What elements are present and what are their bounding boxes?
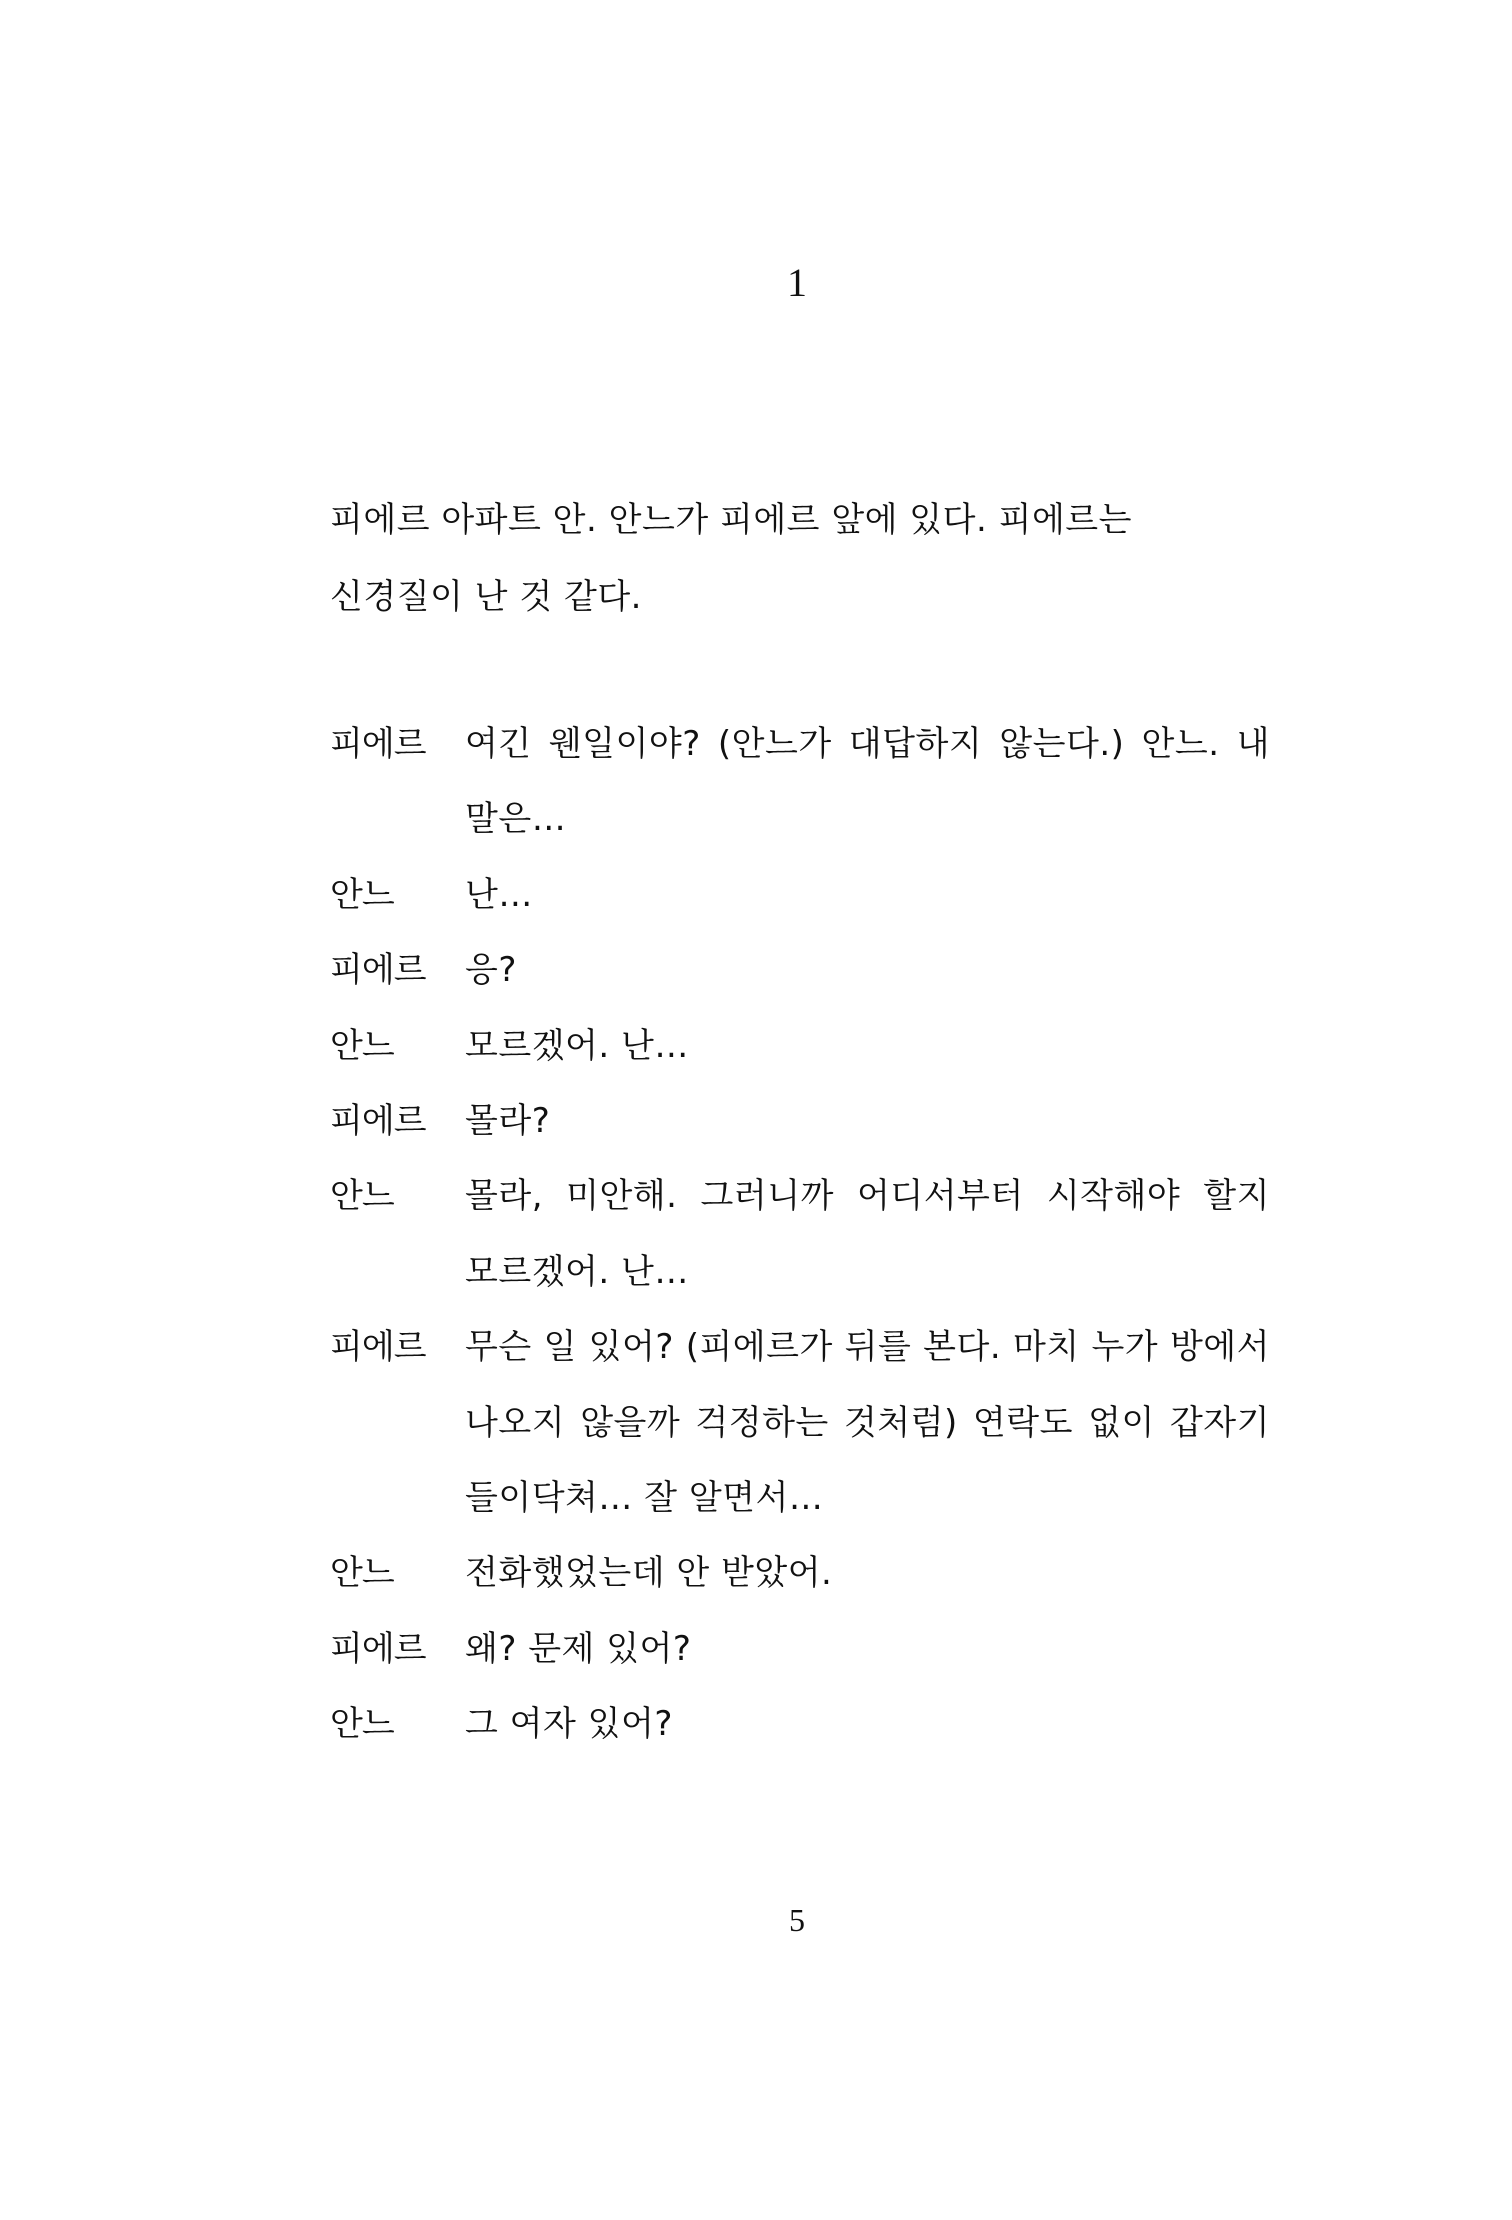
dialogue-line bbox=[330, 707, 1270, 858]
dialogue-line bbox=[330, 858, 1270, 933]
dialogue-line bbox=[330, 1536, 1270, 1611]
speech-text: 몰라, 미안해. 그러니까 어디서부터 시작해야 할지 모르겠어. 난… bbox=[465, 1176, 1270, 1292]
speech-text: 난… bbox=[465, 874, 533, 915]
speaker-name: 피에르 bbox=[330, 1327, 426, 1368]
speech-text: 무슨 일 있어? (피에르가 뒤를 본다. 마치 누가 방에서 나오지 않을까 걱정하는 것처럼) 연락도 없이 갑자기 들이닥쳐… 잘 알면서… bbox=[465, 1327, 1270, 1519]
speech-text: 몰라? bbox=[465, 1101, 551, 1142]
dialogue-block bbox=[330, 707, 1270, 1763]
speaker-name: 안느 bbox=[330, 874, 394, 915]
scene-number: 1 bbox=[787, 260, 807, 305]
speaker-name: 안느 bbox=[330, 1704, 394, 1745]
speaker-name: 안느 bbox=[330, 1553, 394, 1594]
dialogue-line bbox=[330, 1310, 1270, 1536]
speaker-name: 안느 bbox=[330, 1176, 394, 1217]
dialogue-line bbox=[330, 1612, 1270, 1687]
speaker-name: 피에르 bbox=[330, 950, 426, 991]
stage-direction: 피에르 아파트 안. 안느가 피에르 앞에 있다. 피에르는 신경질이 난 것 같다. bbox=[330, 500, 1132, 617]
speech-text: 왜? 문제 있어? bbox=[465, 1628, 692, 1669]
speech-text: 전화했었는데 안 받았어. bbox=[465, 1553, 833, 1594]
speaker-name: 피에르 bbox=[330, 1628, 426, 1669]
speech-text: 여긴 웬일이야? (안느가 대답하지 않는다.) 안느. 내 말은… bbox=[465, 724, 1270, 840]
speech-text: 모르겠어. 난… bbox=[465, 1025, 689, 1066]
speech-text: 그 여자 있어? bbox=[465, 1704, 673, 1745]
dialogue-line bbox=[330, 933, 1270, 1008]
dialogue-line bbox=[330, 1084, 1270, 1159]
speech-text: 응? bbox=[465, 950, 517, 991]
dialogue-line bbox=[330, 1159, 1270, 1310]
dialogue-line bbox=[330, 1009, 1270, 1084]
speaker-name: 피에르 bbox=[330, 1101, 426, 1142]
dialogue-line bbox=[330, 1687, 1270, 1762]
speaker-name: 안느 bbox=[330, 1025, 394, 1066]
speaker-name: 피에르 bbox=[330, 724, 426, 764]
page-number: 5 bbox=[789, 1902, 805, 1938]
